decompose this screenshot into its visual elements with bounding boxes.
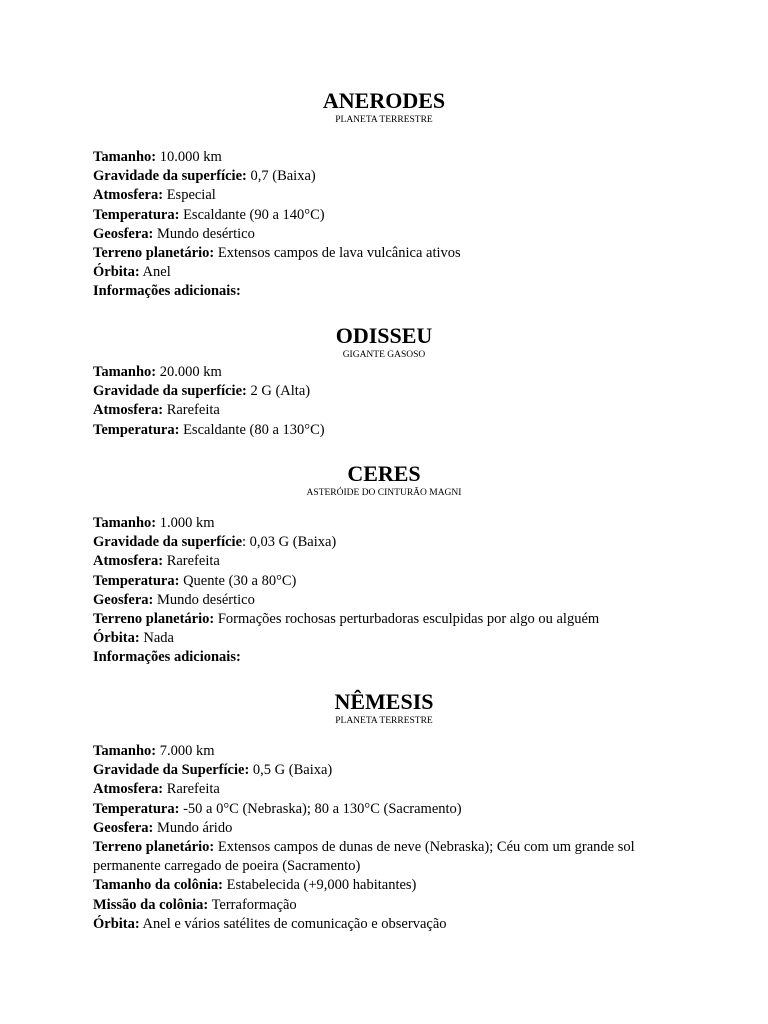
property-row — [93, 915, 703, 934]
planet-properties-list — [93, 742, 703, 934]
property-label: Órbita: — [93, 264, 140, 281]
planet-type: PLANETA TERRESTRE — [335, 716, 433, 726]
property-row — [93, 780, 703, 799]
property-label: Gravidade da Superfície: — [93, 762, 250, 779]
property-row — [93, 514, 703, 533]
property-value: 2 G (Alta) — [246, 383, 311, 400]
property-row — [93, 382, 703, 401]
planet-header — [0, 323, 768, 361]
property-label: Terreno planetário: — [93, 245, 215, 262]
property-value: Rarefeita — [163, 553, 220, 570]
property-row — [93, 819, 703, 838]
property-value: Quente (30 a 80°C) — [179, 572, 297, 589]
property-label: Gravidade da superfície: — [93, 383, 247, 400]
property-row — [93, 648, 703, 667]
planet-properties-list — [93, 363, 703, 440]
property-label: Tamanho da colônia: — [93, 877, 223, 894]
property-row — [93, 629, 703, 648]
property-value: Escaldante (90 a 140°C) — [179, 206, 325, 223]
property-row — [93, 572, 703, 591]
property-value: 0,5 G (Baixa) — [249, 762, 333, 779]
planet-name: CERES — [347, 461, 421, 486]
property-value: 20.000 km — [156, 364, 222, 380]
property-label: Atmosfera: — [93, 781, 164, 798]
property-row — [93, 186, 703, 205]
property-label: Tamanho: — [93, 515, 157, 531]
property-label: Missão da colônia: — [93, 896, 209, 913]
property-label: Temperatura: — [93, 206, 180, 223]
property-value: -50 a 0°C (Nebraska); 80 a 130°C (Sacramento) — [179, 800, 462, 817]
property-row — [93, 742, 703, 761]
property-row — [93, 244, 703, 263]
property-label: Informações adicionais: — [93, 283, 241, 300]
property-value: Mundo árido — [153, 819, 233, 836]
property-row — [93, 761, 703, 780]
property-value: 1.000 km — [156, 515, 215, 531]
property-row — [93, 876, 703, 895]
property-value: 10.000 km — [156, 149, 222, 165]
property-row — [93, 838, 703, 876]
property-label: Tamanho: — [93, 743, 157, 759]
property-value: Anel e vários satélites de comunicação e observação — [139, 915, 447, 932]
property-row — [93, 421, 703, 440]
property-label: Terreno planetário: — [93, 839, 215, 856]
property-label: Atmosfera: — [93, 187, 164, 204]
planet-type: PLANETA TERRESTRE — [335, 115, 433, 125]
property-row — [93, 591, 703, 610]
property-label: Informações adicionais: — [93, 649, 241, 666]
property-value: Extensos campos de dunas de neve (Nebraska); Céu com um grande sol permanente carregado de poeira (Sacramento) — [93, 839, 635, 875]
property-row — [93, 552, 703, 571]
property-label: Órbita: — [93, 630, 140, 647]
property-value: Terraformação — [208, 896, 297, 913]
planet-type: ASTERÓIDE DO CINTURÃO MAGNI — [306, 488, 462, 498]
property-label: Tamanho: — [93, 149, 157, 165]
property-label: Terreno planetário: — [93, 611, 215, 628]
property-label: Geosfera: — [93, 591, 154, 608]
property-label: Temperatura: — [93, 421, 180, 438]
property-row — [93, 148, 703, 167]
planet-name: ANERODES — [322, 88, 446, 113]
planet-type: GIGANTE GASOSO — [342, 350, 426, 360]
property-label: Geosfera: — [93, 819, 154, 836]
property-value: Extensos campos de lava vulcânica ativos — [214, 245, 461, 262]
property-value: Rarefeita — [163, 781, 220, 798]
property-row — [93, 401, 703, 420]
planet-properties-list — [93, 148, 703, 302]
property-value: Estabelecida (+9,000 habitantes) — [223, 877, 417, 894]
property-label: Atmosfera: — [93, 553, 164, 570]
property-label: Temperatura: — [93, 800, 180, 817]
property-row — [93, 533, 703, 552]
property-row — [93, 263, 703, 282]
property-row — [93, 167, 703, 186]
planet-header — [0, 88, 768, 126]
property-row — [93, 225, 703, 244]
property-value: 0,7 (Baixa) — [246, 168, 316, 185]
property-label: Órbita: — [93, 915, 140, 932]
property-row — [93, 800, 703, 819]
property-label: Gravidade da superfície — [93, 534, 243, 551]
property-value: Especial — [163, 187, 216, 204]
property-value: : 0,03 G (Baixa) — [242, 534, 337, 551]
property-value: Anel — [139, 264, 171, 281]
property-label: Atmosfera: — [93, 402, 164, 419]
property-value: Rarefeita — [163, 402, 220, 419]
property-row — [93, 610, 703, 629]
property-value: Mundo desértico — [153, 225, 255, 242]
property-row — [93, 363, 703, 382]
property-row — [93, 282, 703, 301]
property-value: 7.000 km — [156, 743, 215, 759]
property-label: Gravidade da superfície: — [93, 168, 247, 185]
property-value: Mundo desértico — [153, 591, 255, 608]
property-value: Formações rochosas perturbadoras esculpidas por algo ou alguém — [214, 611, 600, 628]
planet-properties-list — [93, 514, 703, 668]
planet-name: ODISSEU — [335, 323, 433, 348]
property-label: Geosfera: — [93, 225, 154, 242]
planet-name: NÊMESIS — [334, 689, 434, 714]
property-row — [93, 896, 703, 915]
property-label: Temperatura: — [93, 572, 180, 589]
property-value: Nada — [139, 630, 174, 647]
planet-header — [0, 689, 768, 727]
planet-header — [0, 461, 768, 499]
property-value: Escaldante (80 a 130°C) — [179, 421, 325, 438]
property-row — [93, 206, 703, 225]
property-label: Tamanho: — [93, 364, 157, 380]
